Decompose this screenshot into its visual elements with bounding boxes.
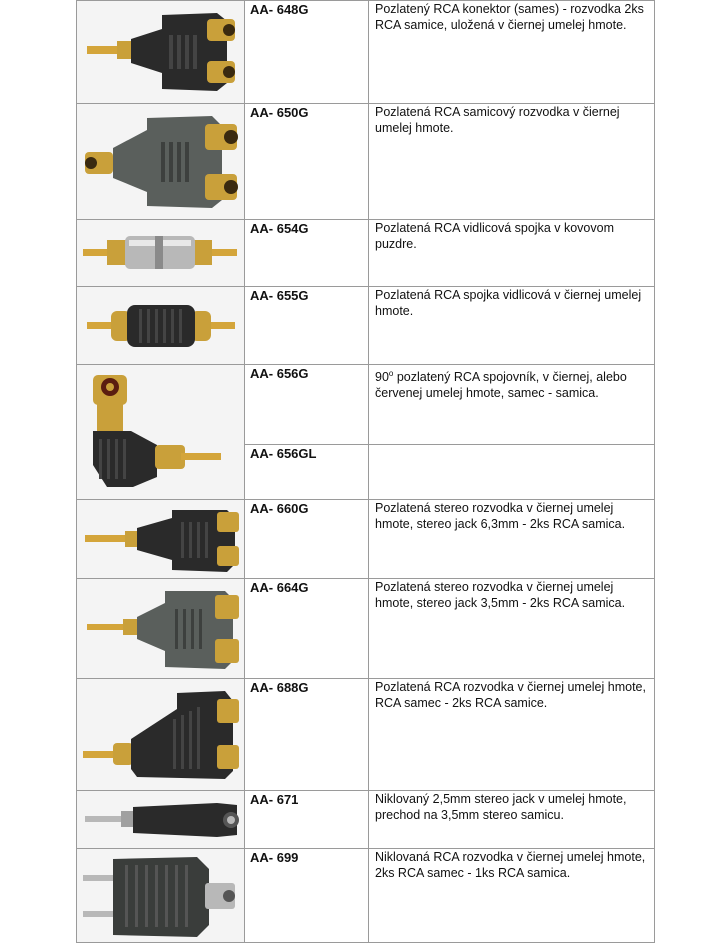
jack-splitter-icon: [77, 579, 244, 678]
product-description: Niklovaná RCA rozvodka v čiernej umelej hmote, 2ks RCA samec - 1ks RCA samica.: [369, 849, 655, 943]
product-image: [77, 849, 245, 943]
product-code: AA- 660G: [245, 500, 369, 579]
product-description: Pozlatená RCA samicový rozvodka v čiernej umelej hmote.: [369, 104, 655, 220]
rca-splitter-icon: [77, 1, 244, 103]
rca-right-angle-icon: [77, 365, 244, 499]
rca-coupler-icon: [77, 287, 244, 364]
rca-splitter-icon: [77, 104, 244, 219]
table-row: [77, 500, 655, 579]
table-row: [77, 1, 655, 104]
product-description: Pozlatená RCA spojka vidlicová v čiernej umelej hmote.: [369, 287, 655, 365]
product-image: [77, 500, 245, 579]
product-code: AA- 656G: [245, 365, 369, 445]
rca-coupler-icon: [77, 220, 244, 286]
product-description: [369, 445, 655, 500]
rca-splitter-icon: [77, 679, 244, 790]
product-image: [77, 104, 245, 220]
product-description: Pozlatená RCA rozvodka v čiernej umelej hmote, RCA samec - 2ks RCA samice.: [369, 679, 655, 791]
product-image: [77, 220, 245, 287]
table-row: [77, 287, 655, 365]
table-row: [77, 220, 655, 287]
product-code: AA- 671: [245, 791, 369, 849]
product-description: Niklovaný 2,5mm stereo jack v umelej hmote, prechod na 3,5mm stereo samicu.: [369, 791, 655, 849]
table-row: [77, 579, 655, 679]
product-description: Pozlatená stereo rozvodka v čiernej umelej hmote, stereo jack 6,3mm - 2ks RCA samica.: [369, 500, 655, 579]
product-image: [77, 679, 245, 791]
jack-adapter-icon: [77, 791, 244, 848]
product-code: AA- 648G: [245, 1, 369, 104]
product-image: [77, 1, 245, 104]
table-row: [77, 679, 655, 791]
product-description: 90$^o$ pozlatený RCA spojovník, v čiernej, alebo červenej umelej hmote, samec - samica.: [369, 365, 655, 445]
product-code: AA- 664G: [245, 579, 369, 679]
product-code: AA- 688G: [245, 679, 369, 791]
product-image: [77, 791, 245, 849]
product-code: AA- 650G: [245, 104, 369, 220]
jack-splitter-icon: [77, 500, 244, 578]
product-code: AA- 656GL: [245, 445, 369, 500]
product-code: AA- 655G: [245, 287, 369, 365]
product-image: [77, 579, 245, 679]
table-row: [77, 849, 655, 943]
product-description: Pozlatený RCA konektor (sames) - rozvodka 2ks RCA samice, uložená v čiernej umelej hmote.: [369, 1, 655, 104]
table-row: [77, 104, 655, 220]
product-image: [77, 365, 245, 500]
product-code: AA- 654G: [245, 220, 369, 287]
product-code: AA- 699: [245, 849, 369, 943]
product-image: [77, 287, 245, 365]
table-row: [77, 365, 655, 445]
product-description: Pozlatená RCA vidlicová spojka v kovovom puzdre.: [369, 220, 655, 287]
product-table: [76, 0, 655, 943]
table-row: [77, 791, 655, 849]
rca-adapter-icon: [77, 849, 244, 942]
product-description: Pozlatená stereo rozvodka v čiernej umelej hmote, stereo jack 3,5mm - 2ks RCA samica.: [369, 579, 655, 679]
